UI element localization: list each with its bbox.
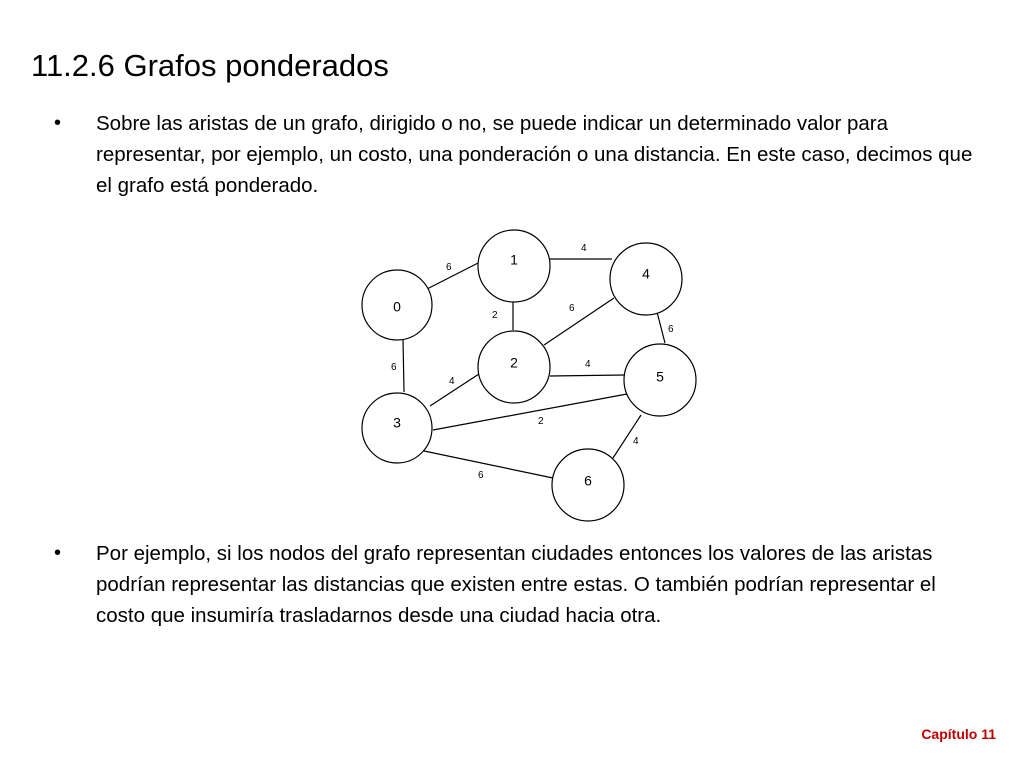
graph-node-3 xyxy=(362,393,432,463)
edge-weight-label: 6 xyxy=(391,362,397,373)
graph-node-5 xyxy=(624,344,696,416)
node-label: 4 xyxy=(642,265,650,282)
edge-weight-label: 4 xyxy=(585,359,591,370)
edge-weight-label: 6 xyxy=(478,470,484,481)
node-label: 1 xyxy=(510,251,518,268)
edge-weight-label: 6 xyxy=(446,262,452,273)
node-label: 5 xyxy=(656,368,664,385)
node-label: 2 xyxy=(510,354,518,371)
graph-edge-2-3 xyxy=(430,372,482,406)
graph-edge-4-5 xyxy=(657,312,665,343)
edge-weight-label: 4 xyxy=(633,436,639,447)
bullet-text-1: Sobre las aristas de un grafo, dirigido o no, se puede indicar un determinado valor para representar, por ejemplo, un costo, una ponderación o una distancia. En este caso, decimos que el grafo está ponderado. xyxy=(96,112,973,197)
graph-edge-3-6 xyxy=(424,451,553,478)
graph-edge-2-5 xyxy=(550,375,624,376)
edge-weight-label: 4 xyxy=(449,376,455,387)
graph-node-1 xyxy=(478,230,550,302)
graph-edge-0-3 xyxy=(403,339,404,392)
graph-node-4 xyxy=(610,243,682,315)
bullet-dot-icon: • xyxy=(54,542,62,564)
edge-weight-label: 6 xyxy=(668,324,674,335)
edge-weight-label: 2 xyxy=(492,310,498,321)
graph-node-6 xyxy=(552,449,624,521)
bullet-text-2: Por ejemplo, si los nodos del grafo representan ciudades entonces los valores de las aristas podrían representar las distancias que existen entre estas. O también podrían representar el costo que insumiría trasladarnos desde una ciudad hacia otra. xyxy=(96,542,936,627)
edge-weight-label: 6 xyxy=(569,303,575,314)
node-label: 3 xyxy=(393,414,401,431)
chapter-footer: Capítulo 11 xyxy=(921,726,996,742)
bullet-dot-icon: • xyxy=(54,112,62,134)
graph-node-0 xyxy=(362,270,432,340)
slide-title: 11.2.6 Grafos ponderados xyxy=(31,48,389,83)
graph-node-2 xyxy=(478,331,550,403)
node-label: 0 xyxy=(393,298,401,315)
bullet-item-2 xyxy=(54,538,974,631)
graph-edge-2-4 xyxy=(544,298,614,345)
edge-weight-label: 4 xyxy=(581,243,587,254)
graph-nodes xyxy=(362,230,696,521)
graph-edge-0-1 xyxy=(427,261,482,289)
node-label: 6 xyxy=(584,472,592,489)
edge-weight-label: 2 xyxy=(538,416,544,427)
